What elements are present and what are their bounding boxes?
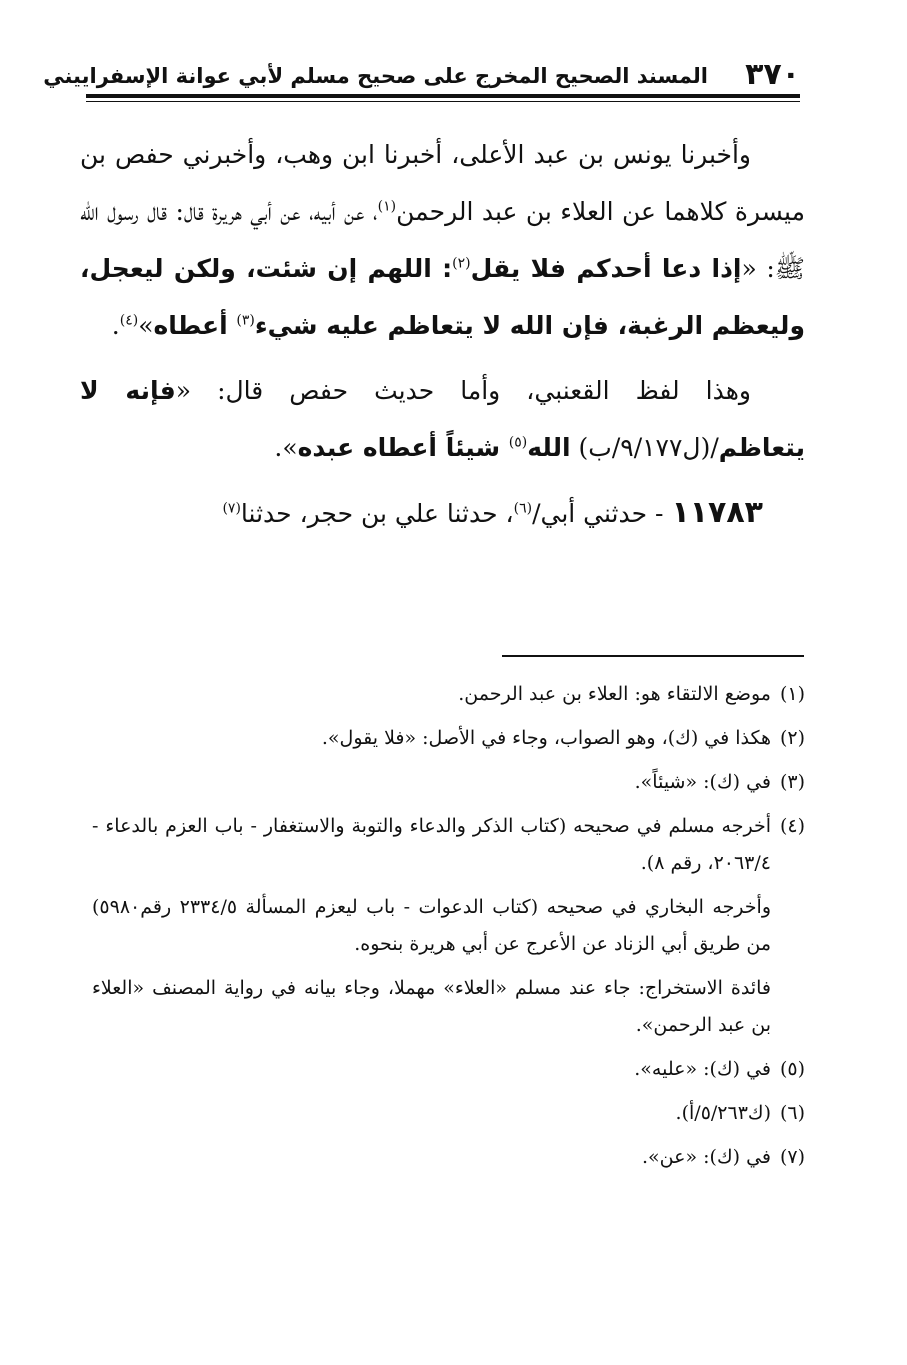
footnote-number: (٦) (779, 1102, 805, 1124)
footnote-text: في (ك): «شيئاً». (634, 771, 771, 793)
hadith-number: ١١٧٨٣ (671, 495, 763, 530)
hadith-text-bold: إذا دعا أحدكم فلا يقل (470, 254, 742, 283)
hadith-text-bold: أعطاه (153, 311, 237, 340)
footnote-text: هكذا في (ك)، وهو الصواب، وجاء في الأصل: «فلا يقول». (321, 727, 771, 749)
footnote-4-continuation: وأخرجه البخاري في صحيحه (كتاب الدعوات - باب ليعزم المسألة ٢٣٣٤/٥ رقم٥٩٨٠) من طريق أبي الزناد عن الأعرج عن أبي هريرة بنحوه. (92, 896, 771, 955)
footnote-separator (502, 655, 804, 657)
text-segment: » (138, 311, 154, 340)
footnote-number: (٢) (779, 727, 805, 749)
footnotes (92, 676, 805, 1183)
footnote-ref-6: (٦) (513, 500, 533, 517)
paragraph-1 (80, 126, 805, 354)
footnote-ref-1: (١) (377, 198, 397, 215)
footnote-text: في (ك): «عليه». (634, 1058, 771, 1080)
manuscript-reference: /(ل٩/١٧٧/ب) (570, 433, 719, 462)
hadith-text-bold: : اللهم إن شئت، ولكن ليعجل، وليعظم الرغبة، فإن الله لا يتعاظم عليه شيء (80, 254, 805, 340)
text-segment: . (111, 311, 120, 340)
text-segment: - حدثني أبي/ (532, 499, 672, 528)
footnote-ref-4: (٤) (119, 312, 139, 329)
footnote-2 (92, 720, 805, 757)
hadith-text-bold: الله (527, 433, 571, 462)
header-rule-thin (86, 101, 800, 102)
page-number: ٣٧٠ (745, 57, 800, 92)
paragraph-2 (80, 362, 805, 476)
footnote-6 (92, 1095, 805, 1132)
footnote-ref-5: (٥) (508, 434, 528, 451)
footnote-5 (92, 1051, 805, 1088)
footnote-4 (92, 808, 805, 882)
footnote-7 (92, 1139, 805, 1176)
footnote-number: (٣) (779, 771, 805, 793)
text-segment: ، حدثنا علي بن حجر، حدثنا (240, 499, 514, 528)
footnote-number: (٥) (779, 1058, 805, 1080)
footnote-number: (٧) (779, 1146, 805, 1168)
running-title: المسند الصحيح المخرج على صحيح مسلم لأبي عوانة الإسفراييني (43, 64, 708, 88)
hadith-text-bold: شيئاً أعطاه عبده (297, 433, 509, 462)
footnote-3 (92, 764, 805, 801)
footnote-number: (٤) (779, 815, 805, 837)
hadith-text-bold: فإنه لا يتعاظم (80, 376, 805, 462)
footnote-ref-7: (٧) (222, 500, 241, 517)
footnote-text: أخرجه مسلم في صحيحه (كتاب الذكر والدعاء والتوبة والاستغفار - باب العزم بالدعاء - ٢٠٦٣/٤، رقم ٨). (92, 815, 771, 874)
footnote-text: في (ك): «عن». (642, 1146, 771, 1168)
text-segment: ». (274, 433, 298, 462)
footnote-ref-2: (٢) (452, 255, 471, 272)
footnote-text: (ك٥/٢٦٣/أ). (675, 1102, 771, 1124)
header-rule (86, 94, 800, 98)
main-text (80, 126, 805, 550)
footnote-number: (١) (779, 683, 805, 705)
text-segment: وأخبرنا يونس بن عبد الأعلى، أخبرنا ابن وهب، وأخبرني حفص بن ميسرة كلاهما عن العلاء بن عبد الرحمن (80, 140, 805, 226)
footnote-ref-3: (٣) (236, 312, 255, 329)
footnote-text: موضع الالتقاء هو: العلاء بن عبد الرحمن. (458, 683, 771, 705)
footnote-4-benefit: فائدة الاستخراج: جاء عند مسلم «العلاء» مهملا، وجاء بيانه في رواية المصنف «العلاء بن عبد الرحمن». (92, 977, 771, 1036)
text-segment: ، عن أبيه، عن أبي هريرة قال: قال رسول الله ﷺ: « (80, 197, 805, 283)
text-segment: وهذا لفظ القعنبي، وأما حديث حفص قال: « (175, 376, 751, 405)
footnote-1 (92, 676, 805, 713)
paragraph-3 (80, 484, 805, 542)
